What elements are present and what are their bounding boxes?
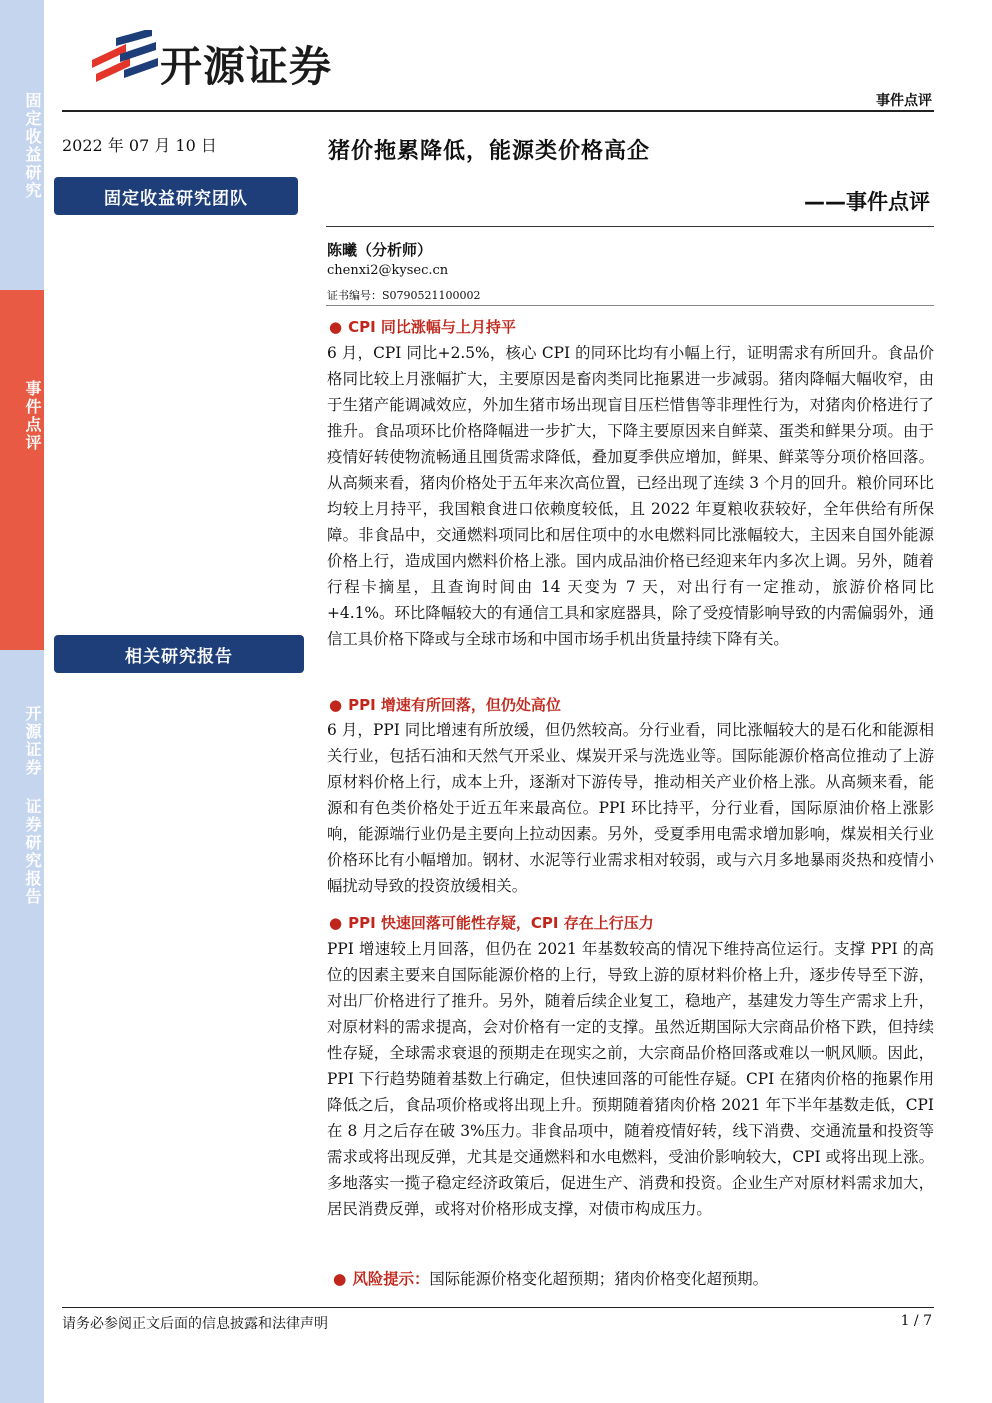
- section-heading-text: CPI 同比涨幅与上月持平: [348, 318, 516, 336]
- bullet-icon: ●: [333, 1270, 347, 1288]
- bullet-icon: ●: [329, 914, 343, 932]
- section-heading-ppi: [329, 694, 561, 715]
- section-body-ppi: 6 月，PPI 同比增速有所放缓，但仍然较高。分行业看，同比涨幅较大的是石化和能源相关行业，包括石油和天然气开采业、煤炭开采与洗选业等。国际能源价格高位推动了上游原材料价格上行，成本上升，逐渐对下游传导，推动相关产业价格上涨。从高频来看，能源和有色类价格处于近五年来最高位。PPI 环比持平，分行业看，国际原油价格上涨影响，能源端行业仍是主要向上拉动因素。另外，受夏季用电需求增加影响，煤炭相关行业价格环比有小幅增加。钢材、水泥等行业需求相对较弱，或与六月多地暴雨炎热和疫情小幅扰动导致的投资放缓相关。: [327, 721, 934, 895]
- section-body-outlook: PPI 增速较上月回落，但仍在 2021 年基数较高的情况下维持高位运行。支撑 PPI 的高位的因素主要来自国际能源价格的上行，导致上游的原材料价格上升，逐步传导至下游，对出厂价格进行了推升。另外，随着后续企业复工，稳地产，基建发力等生产需求上升，对原材料的需求提高，会对价格有一定的支撑。虽然近期国际大宗商品价格下跌，但持续性存疑，全球需求衰退的预期走在现实之前，大宗商品价格回落或难以一帆风顺。因此，PPI 下行趋势随着基数上行确定，但快速回落的可能性存疑。CPI 在猪肉价格的拖累作用降低之后，食品项价格或将出现上升。预期随着猪肉价格 2021 年下半年基数走低，CPI 在 8 月之后存在破 3%压力。非食品项中，随着疫情好转，线下消费、交通流量和投资等需求或将出现反弹，尤其是交通燃料和水电燃料，受油价影响较大，CPI 或将出现上涨。多地落实一揽子稳定经济政策后，促进生产、消费和投资。企业生产对原材料需求加大，居民消费反弹，或将对价格形成支撑，对债市构成压力。: [327, 940, 934, 1218]
- side-label-category: 固定收益研究: [23, 92, 42, 200]
- risk-text: 国际能源价格变化超预期；猪肉价格变化超预期。: [429, 1270, 769, 1288]
- footer-disclaimer: 请务必参阅正文后面的信息披露和法律声明: [62, 1316, 328, 1332]
- side-label-type: 事件点评: [23, 380, 42, 452]
- analyst-name: 陈曦（分析师）: [327, 241, 433, 259]
- side-label-brand: 开源证券 证券研究报告: [23, 705, 42, 906]
- side-stripe-mid: [0, 290, 44, 650]
- risk-label: 风险提示：: [352, 1270, 430, 1288]
- footer-divider: [62, 1307, 934, 1308]
- bullet-icon: ●: [329, 696, 343, 714]
- analyst-cert: 证书编号：S0790521100002: [327, 289, 481, 302]
- report-date: 2022 年 07 月 10 日: [62, 136, 217, 155]
- kaiyuan-logo-icon: [86, 30, 166, 88]
- header-divider: [62, 110, 934, 112]
- brand-name: 开源证券: [160, 42, 333, 91]
- title-divider: [326, 226, 934, 227]
- analyst-email[interactable]: chenxi2@kysec.cn: [327, 263, 449, 278]
- side-stripe: [0, 0, 44, 1403]
- risk-note: [333, 1267, 768, 1289]
- section-body-cpi: 6 月，CPI 同比+2.5%，核心 CPI 的同环比均有小幅上行，证明需求有所回升。食品价格同比较上月涨幅扩大，主要原因是畜肉类同比拖累进一步减弱。猪肉降幅大幅收窄，由于生猪产能调减效应，外加生猪市场出现盲目压栏惜售等非理性行为，对猪肉价格进行了推升。食品项环比价格降幅进一步扩大，下降主要原因来自鲜菜、蛋类和鲜果分项。由于疫情好转使物流畅通且囤货需求降低，叠加夏季供应增加，鲜果、鲜菜等分项价格回落。从高频来看，猪肉价格处于五年来次高位置，已经出现了连续 3 个月的回升。粮价同环比均较上月持平，我国粮食进口依赖度较低，且 2022 年夏粮收获较好，全年供给有所保障。非食品中，交通燃料项同比和居住项中的水电燃料同比涨幅较大，主因来自国外能源价格上行，造成国内燃料价格上涨。国内成品油价格已经迎来年内多次上调。另外，随着行程卡摘星，且查询时间由 14 天变为 7 天，对出行有一定推动，旅游价格同比+4.1%。环比降幅较大的有通信工具和家庭器具，除了受疫情影响导致的内需偏弱外，通信工具价格下降或与全球市场和中国市场手机出货量持续下降有关。: [327, 344, 934, 648]
- bullet-icon: ●: [329, 318, 343, 336]
- section-heading-text: PPI 增速有所回落，但仍处高位: [348, 696, 561, 714]
- section-heading-text: PPI 快速回落可能性存疑，CPI 存在上行压力: [348, 914, 654, 932]
- section-heading-outlook: [329, 912, 654, 933]
- team-badge: 固定收益研究团队: [54, 177, 298, 215]
- header-tag: 事件点评: [876, 93, 932, 109]
- section-heading-cpi: [329, 316, 516, 337]
- analyst-divider: [326, 305, 934, 306]
- related-reports-heading: 相关研究报告: [54, 635, 304, 673]
- report-subtitle: ——事件点评: [804, 190, 930, 214]
- page-number: 1 / 7: [900, 1313, 932, 1329]
- report-title: 猪价拖累降低，能源类价格高企: [328, 139, 651, 164]
